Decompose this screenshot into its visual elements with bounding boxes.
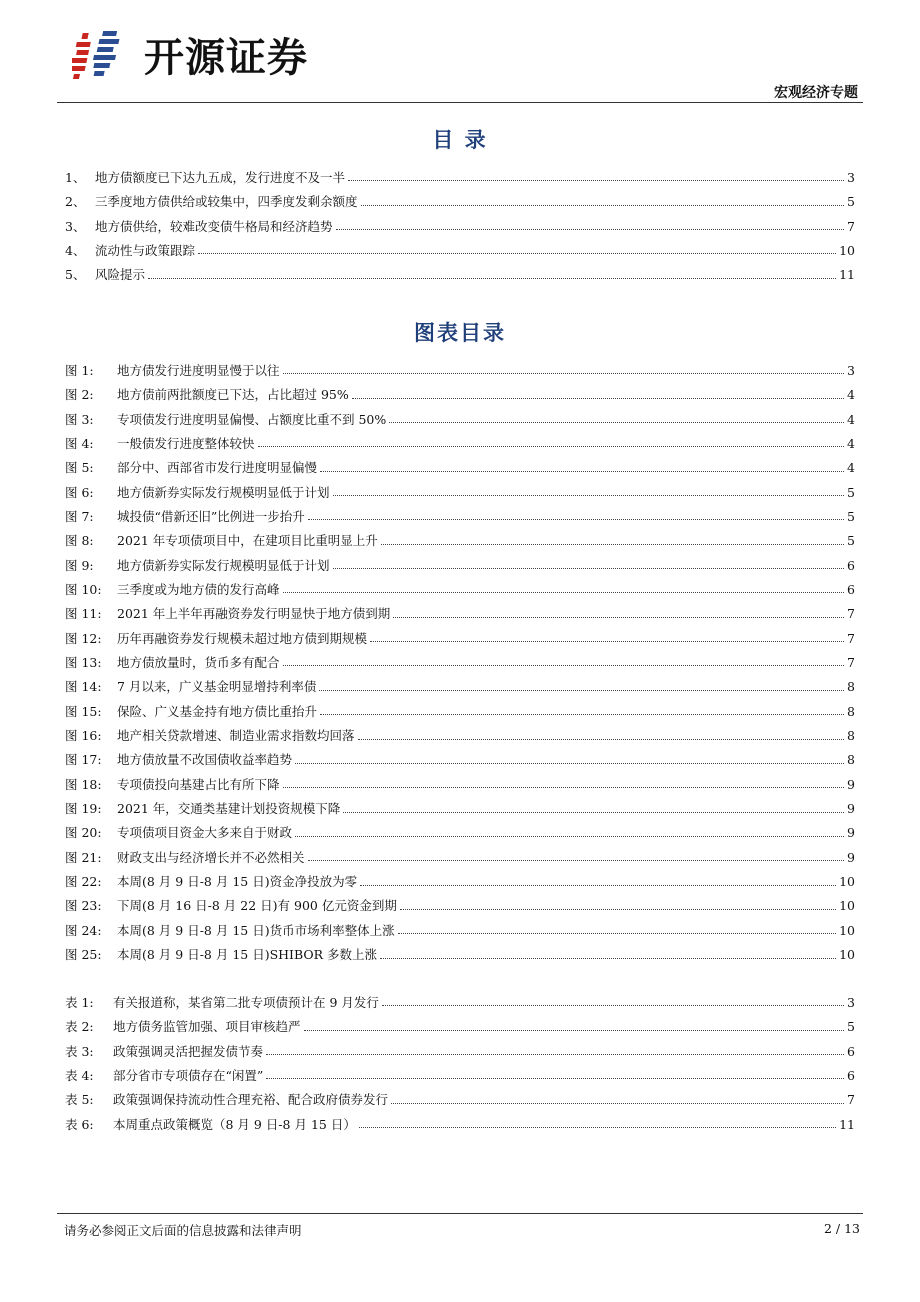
dot-leader (359, 1126, 836, 1128)
figure-entry[interactable] (65, 548, 855, 572)
figure-entry-number: 图 9: (65, 557, 94, 573)
toc-item-number: 5、 (65, 267, 86, 283)
figure-entry-label[interactable]: 下周(8 月 16 日-8 月 22 日)有 900 亿元资金到期 (117, 898, 397, 914)
table-list (65, 985, 855, 1131)
dot-leader (308, 859, 845, 861)
figure-entry-page-number[interactable]: 9 (847, 776, 855, 792)
figure-entry-label[interactable]: 财政支出与经济增长并不必然相关 (117, 849, 305, 865)
figure-entry[interactable] (65, 377, 855, 401)
figure-entry-label[interactable]: 本周(8 月 9 日-8 月 15 日)货币市场利率整体上涨 (117, 922, 395, 938)
figure-entry-label[interactable]: 专项债发行进度明显偏慢、占额度比重不到 50% (117, 411, 387, 427)
toc-item-label[interactable]: 三季度地方债供给或较集中，四季度发剩余额度 (95, 194, 358, 210)
figure-entry[interactable] (65, 572, 855, 596)
dot-leader (308, 518, 844, 520)
toc-item-number: 1、 (65, 169, 86, 185)
figure-entry-label[interactable]: 2021 年专项债项目中，在建项目比重明显上升 (117, 533, 378, 549)
figure-entry[interactable] (65, 475, 855, 499)
figure-entry[interactable] (65, 816, 855, 840)
table-entry-number: 表 4: (65, 1067, 94, 1083)
figure-entry-label[interactable]: 专项债投向基建占比有所下降 (117, 776, 280, 792)
figure-entry[interactable] (65, 645, 855, 669)
figure-entry-page-number[interactable]: 8 (847, 752, 855, 768)
table-entry-page-number[interactable]: 6 (847, 1067, 855, 1083)
figure-entry-page-number[interactable]: 5 (847, 508, 855, 524)
figure-entry[interactable] (65, 621, 855, 645)
figure-entry-page-number[interactable]: 10 (839, 874, 855, 890)
figure-entry-number: 图 10: (65, 581, 102, 597)
dot-leader (304, 1029, 845, 1031)
figure-entry-number: 图 6: (65, 484, 94, 500)
figure-entry-label[interactable]: 三季度或为地方债的发行高峰 (117, 581, 280, 597)
dot-leader (380, 957, 836, 959)
figure-entry[interactable] (65, 669, 855, 693)
logo (72, 26, 308, 83)
figure-entry[interactable] (65, 353, 855, 377)
figure-entry[interactable] (65, 913, 855, 937)
figure-entry-number: 图 23: (65, 898, 102, 914)
figure-entry-number: 图 15: (65, 703, 102, 719)
figure-entry-page-number[interactable]: 10 (839, 947, 855, 963)
footer-divider (57, 1213, 863, 1214)
figure-entry-label[interactable]: 7 月以来，广义基金明显增持利率债 (117, 679, 317, 695)
dot-leader (266, 1053, 844, 1055)
figure-entry-label[interactable]: 历年再融资券发行规模未超过地方债到期规模 (117, 630, 368, 646)
table-entry-label[interactable]: 有关报道称，某省第二批专项债预计在 9 月发行 (113, 994, 379, 1010)
figure-entry-page-number[interactable]: 5 (847, 533, 855, 549)
toc-item[interactable] (65, 209, 855, 233)
figure-entry-label[interactable]: 地方债新券实际发行规模明显低于计划 (117, 557, 330, 573)
dot-leader (333, 567, 845, 569)
figure-entry[interactable] (65, 718, 855, 742)
figure-index-title: 图表目录 (414, 320, 506, 345)
figure-entry[interactable] (65, 694, 855, 718)
figure-entry-number: 图 17: (65, 752, 102, 768)
dot-leader (370, 640, 844, 642)
dot-leader (319, 689, 844, 691)
dot-leader (283, 786, 845, 788)
dot-leader (295, 762, 844, 764)
toc-item[interactable] (65, 233, 855, 257)
figure-entry-number: 图 4: (65, 435, 94, 451)
dot-leader (360, 884, 836, 886)
toc-item-page-number[interactable]: 3 (847, 169, 855, 185)
table-entry-page-number[interactable]: 11 (839, 1116, 855, 1132)
dot-leader (389, 421, 844, 423)
dot-leader (258, 445, 845, 447)
figure-entry[interactable] (65, 937, 855, 961)
dot-leader (393, 616, 844, 618)
toc-item[interactable] (65, 257, 855, 281)
table-entry-label[interactable]: 政策强调保持流动性合理充裕、配合政府债券发行 (113, 1092, 389, 1108)
figure-entry-page-number[interactable]: 9 (847, 825, 855, 841)
dot-leader (198, 252, 836, 254)
dot-leader (283, 591, 845, 593)
figure-entry-label[interactable]: 城投债“借新还旧”比例进一步抬升 (117, 508, 305, 524)
table-entry[interactable] (65, 1107, 855, 1131)
figure-entry-page-number[interactable]: 6 (847, 581, 855, 597)
figure-entry[interactable] (65, 426, 855, 450)
figure-entry-label[interactable]: 地方债放量时，货币多有配合 (117, 654, 280, 670)
figure-entry-number: 图 24: (65, 922, 102, 938)
figure-entry-page-number[interactable]: 3 (847, 362, 855, 378)
header-divider (57, 102, 863, 103)
figure-entry-number: 图 18: (65, 776, 102, 792)
figure-entry-number: 图 16: (65, 728, 102, 743)
table-entry-number: 表 1: (65, 994, 94, 1010)
table-entry[interactable] (65, 1082, 855, 1106)
dot-leader (348, 179, 844, 181)
figure-entry-label[interactable]: 地方债放量不改国债收益率趋势 (117, 752, 293, 768)
dot-leader (361, 204, 845, 206)
figure-entry-label[interactable]: 地方债新券实际发行规模明显低于计划 (117, 484, 330, 500)
dot-leader (295, 835, 844, 837)
dot-leader (343, 811, 844, 813)
table-entry-label[interactable]: 政策强调灵活把握发债节奏 (113, 1043, 264, 1059)
figure-entry[interactable] (65, 596, 855, 620)
dot-leader (283, 372, 845, 374)
figure-entry-page-number[interactable]: 5 (847, 484, 855, 500)
figure-entry[interactable] (65, 864, 855, 888)
toc-item-page-number[interactable]: 5 (847, 194, 855, 210)
toc-item-number: 3、 (65, 218, 86, 234)
figure-entry-number: 图 13: (65, 654, 102, 670)
figure-entry-number: 图 5: (65, 460, 94, 476)
table-entry-page-number[interactable]: 5 (847, 1019, 855, 1035)
dot-leader (148, 277, 836, 279)
dot-leader (398, 932, 837, 934)
figure-entry-number: 图 20: (65, 825, 102, 841)
figure-entry-number: 图 8: (65, 533, 94, 549)
figure-entry[interactable] (65, 523, 855, 547)
figure-entry-label[interactable]: 本周(8 月 9 日-8 月 15 日)资金净投放为零 (117, 874, 358, 890)
dot-leader (352, 397, 844, 399)
figure-entry-number: 图 11: (65, 606, 102, 622)
table-entry-label[interactable]: 地方债务监管加强、项目审核趋严 (113, 1019, 301, 1035)
figure-entry-page-number[interactable]: 8 (847, 728, 855, 743)
logo-text: 开源证券 (144, 35, 308, 81)
figure-entry-number: 图 22: (65, 874, 102, 890)
figure-entry-label[interactable]: 地方债发行进度明显慢于以往 (117, 362, 280, 378)
figure-entry-page-number[interactable]: 10 (839, 922, 855, 938)
toc-item-page-number[interactable]: 11 (839, 267, 855, 283)
toc-title: 目 录 (432, 127, 488, 152)
figure-entry-label[interactable]: 本周(8 月 9 日-8 月 15 日)SHIBOR 多数上涨 (117, 947, 378, 963)
footer-disclaimer: 请务必参阅正文后面的信息披露和法律声明 (64, 1223, 302, 1238)
figure-entry-label[interactable]: 地方债前两批额度已下达，占比超过 95% (117, 387, 349, 403)
table-entry-number: 表 3: (65, 1043, 94, 1059)
figure-entry-page-number[interactable]: 6 (847, 557, 855, 573)
toc-item-page-number[interactable]: 10 (839, 242, 855, 258)
figure-entry[interactable] (65, 889, 855, 913)
dot-leader (320, 470, 844, 472)
figure-entry[interactable] (65, 767, 855, 791)
page-indicator: 2 / 13 (823, 1221, 860, 1236)
figure-entry-page-number[interactable]: 4 (847, 387, 855, 403)
kaiyuan-logo-icon (72, 27, 136, 83)
table-entry-page-number[interactable]: 3 (847, 994, 855, 1010)
figure-entry-page-number[interactable]: 9 (847, 849, 855, 865)
dot-leader (336, 228, 845, 230)
toc-item-page-number[interactable]: 7 (847, 218, 855, 234)
figure-entry-page-number[interactable]: 4 (847, 411, 855, 427)
figure-list (65, 353, 855, 962)
table-entry-number: 表 6: (65, 1116, 94, 1132)
figure-entry[interactable] (65, 840, 855, 864)
figure-entry[interactable] (65, 791, 855, 815)
toc-item-number: 4、 (65, 242, 86, 258)
table-entry-page-number[interactable]: 6 (847, 1043, 855, 1059)
table-entry-number: 表 5: (65, 1092, 94, 1108)
figure-entry-number: 图 12: (65, 630, 102, 646)
dot-leader (391, 1102, 844, 1104)
page-header (0, 0, 920, 110)
figure-entry-number: 图 21: (65, 849, 102, 865)
dot-leader (400, 908, 836, 910)
table-entry-label[interactable]: 本周重点政策概览（8 月 9 日-8 月 15 日） (113, 1116, 356, 1132)
figure-entry-page-number[interactable]: 7 (847, 606, 855, 622)
dot-leader (320, 713, 844, 715)
figure-entry[interactable] (65, 450, 855, 474)
dot-leader (283, 664, 845, 666)
table-entry-number: 表 2: (65, 1019, 94, 1035)
figure-entry[interactable] (65, 402, 855, 426)
table-entry[interactable] (65, 1009, 855, 1033)
figure-entry-number: 图 3: (65, 411, 94, 427)
figure-entry-label[interactable]: 专项债项目资金大多来自于财政 (117, 825, 293, 841)
figure-entry-label[interactable]: 2021 年，交通类基建计划投资规模下降 (117, 801, 341, 817)
dot-leader (382, 1004, 844, 1006)
table-entry-label[interactable]: 部分省市专项债存在“闲置” (113, 1067, 264, 1083)
figure-entry-number: 图 1: (65, 362, 94, 378)
figure-entry-page-number[interactable]: 9 (847, 801, 855, 817)
figure-entry-page-number[interactable]: 4 (847, 460, 855, 476)
toc-item[interactable] (65, 184, 855, 208)
figure-entry-page-number[interactable]: 4 (847, 435, 855, 451)
toc-item[interactable] (65, 160, 855, 184)
toc-list (65, 160, 855, 282)
figure-entry-page-number[interactable]: 7 (847, 654, 855, 670)
table-entry-page-number[interactable]: 7 (847, 1092, 855, 1108)
report-type-label: 宏观经济专题 (774, 85, 858, 101)
figure-entry-page-number[interactable]: 10 (839, 898, 855, 914)
figure-entry-label[interactable]: 保险、广义基金持有地方债比重抬升 (117, 703, 318, 719)
figure-entry-label[interactable]: 2021 年上半年再融资券发行明显快于地方债到期 (117, 606, 391, 622)
toc-item-label[interactable]: 流动性与政策跟踪 (95, 242, 196, 258)
figure-entry-page-number[interactable]: 8 (847, 703, 855, 719)
figure-entry-number: 图 19: (65, 801, 102, 817)
figure-entry-number: 图 2: (65, 387, 94, 403)
toc-item-label[interactable]: 地方债额度已下达九五成，发行进度不及一半 (95, 169, 346, 185)
figure-entry-label[interactable]: 一般债发行进度整体较快 (117, 435, 255, 451)
dot-leader (381, 543, 844, 545)
figure-entry-number: 图 14: (65, 679, 102, 695)
table-entry[interactable] (65, 985, 855, 1009)
figure-entry-number: 图 7: (65, 508, 94, 524)
toc-item-label[interactable]: 地方债供给，较难改变债牛格局和经济趋势 (95, 218, 333, 234)
table-entry[interactable] (65, 1058, 855, 1082)
dot-leader (333, 494, 845, 496)
toc-item-number: 2、 (65, 194, 86, 210)
figure-entry-label[interactable]: 部分中、西部省市发行进度明显偏慢 (117, 460, 318, 476)
figure-entry-number: 图 25: (65, 947, 102, 963)
table-entry[interactable] (65, 1034, 855, 1058)
dot-leader (358, 738, 845, 740)
toc-item-label[interactable]: 风险提示 (95, 267, 146, 283)
figure-entry[interactable] (65, 743, 855, 767)
dot-leader (266, 1077, 844, 1079)
figure-entry-label[interactable]: 地产相关贷款增速、制造业需求指数均回落 (117, 728, 355, 743)
figure-entry-page-number[interactable]: 8 (847, 679, 855, 695)
figure-entry-page-number[interactable]: 7 (847, 630, 855, 646)
figure-entry[interactable] (65, 499, 855, 523)
